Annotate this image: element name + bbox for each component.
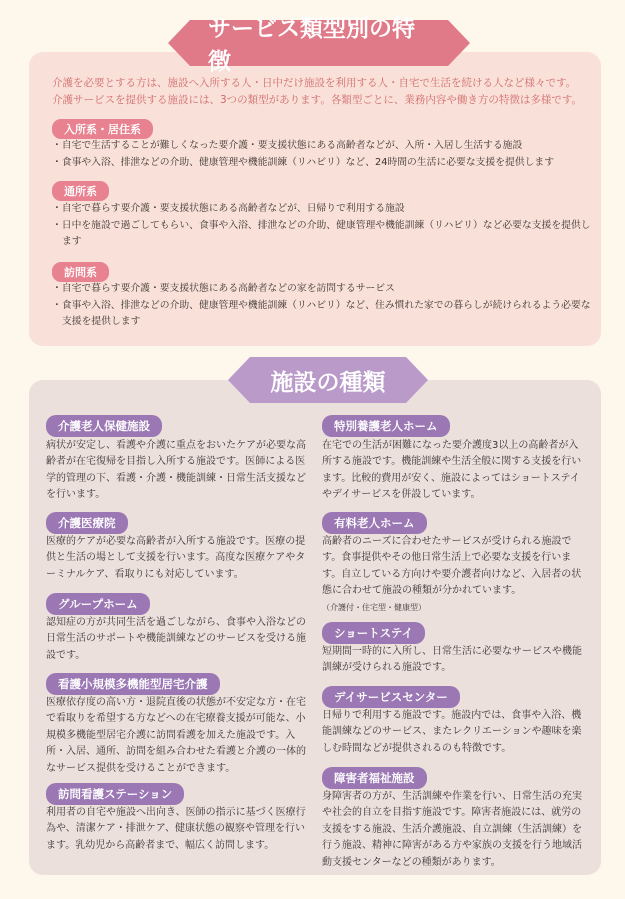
category-label-residential: 入所系・居住系 [52, 119, 153, 139]
intro-line: 介護サービスを提供する施設には、3つの類型があります。各類型ごとに、業務内容や働き方の特徴は多様です。 [52, 94, 582, 106]
facility-title: ショートステイ [322, 622, 425, 644]
facility-desc-text: 高齢者のニーズに合わせたサービスが受けられる施設です。食事提供やその他日常生活上で必要な支援を行います。自立している方向けや要介護者向けなど、入居者の状態に合わせて施設の種類が分かれています。 [322, 536, 582, 597]
facility-title: 看護小規模多機能型居宅介護 [46, 673, 220, 695]
facility-title: デイサービスセンター [322, 686, 460, 708]
intro-text [52, 75, 592, 109]
facility-title: 介護医療院 [46, 512, 128, 534]
facility-title: 特別養護老人ホーム [322, 415, 450, 437]
category-list-daycare [52, 201, 592, 251]
facility-desc: 病状が安定し、看護や介護に重点をおいたケアが必要な高齢者が在宅復帰を目指し入所する施設です。医師による医学的管理の下、看護・介護・機能訓練・日常生活支援などを行います。 [46, 440, 306, 501]
facility-desc: 短期間一時的に入所し、日常生活に必要なサービスや機能訓練が受けられる施設です。 [322, 646, 582, 674]
facility-desc: 在宅での生活が困難になった要介護度3以上の高齢者が入所する施設です。機能訓練や生活全般に関する支援を行います。比較的費用が安く、施設によってはショートステイやデイサービスを併設しています。 [322, 440, 582, 501]
service-types-heading-banner [168, 16, 470, 75]
facility-desc: 医療的ケアが必要な高齢者が入所する施設です。医療の提供と生活の場として支援を行います。高度な医療ケアやターミナルケア、看取りにも対応しています。 [46, 536, 306, 580]
category-list-visiting [52, 281, 592, 331]
intro-line: 介護を必要とする方は、施設へ入所する人・日中だけ施設を利用する人・自宅で生活を続ける人など様々です。 [52, 77, 577, 89]
facility-desc: 日帰りで利用する施設です。施設内では、食事や入浴、機能訓練などのサービス、またレクリエーションや趣味を楽しむ時間などが提供されるのも特徴です。 [322, 710, 582, 754]
facility-title: 訪問看護ステーション [46, 783, 184, 805]
facility-title: 障害者福祉施設 [322, 767, 427, 789]
list-item: ・食事や入浴、排泄などの介助、健康管理や機能訓練（リハビリ）など、24時間の生活に必要な支援を提供します [52, 156, 555, 168]
category-label-daycare: 通所系 [52, 181, 109, 201]
list-item: ・自宅で暮らす要介護・要支援状態にある高齢者などが、日帰りで利用する施設 [52, 203, 405, 214]
facility-types-heading: 施設の種類 [250, 357, 406, 403]
facility-desc: 認知症の方が共同生活を過ごしながら、食事や入浴などの日常生活のサポートや機能訓練などのサービスを受ける施設です。 [46, 617, 306, 661]
category-list-residential [52, 138, 592, 171]
facility-desc: 身障害者の方が、生活訓練や作業を行い、日常生活の充実や社会的自立を目指す施設です。障害者施設には、就労の支援をする施設、生活介護施設、自立訓練（生活訓練）を行う施設、精神に障害がある方や家族の支援を行う地域活動支援センターなどの種類があります。 [322, 791, 582, 868]
list-item: ・自宅で生活することが難しくなった要介護・要支援状態にある高齢者などが、入所・入居し生活する施設 [52, 140, 523, 151]
list-item: ・日中を施設で過ごしてもらい、食事や入浴、排泄などの介助、健康管理や機能訓練（リハビリ）など必要な支援を提供します [52, 219, 591, 247]
facility-desc [322, 534, 586, 616]
facility-title: グループホーム [46, 593, 150, 615]
category-label-visiting: 訪問系 [52, 262, 109, 282]
facility-desc: 利用者の自宅や施設へ出向き、医師の指示に基づく医療行為や、清潔ケア・排泄ケア、健康状態の観察や管理を行います。乳幼児から高齢者まで、幅広く訪問します。 [46, 807, 306, 851]
facility-desc: 医療依存度の高い方・退院直後の状態が不安定な方・在宅で看取りを希望する方などへの在宅療養支援が可能な、小規模多機能型居宅介護に訪問看護を加えた施設です。入所・入居、通所、訪問を組み合わせた看護と介護の一体的なサービス提供を受けることができます。 [46, 697, 306, 774]
facility-types-heading-banner [228, 357, 428, 403]
facility-title: 介護老人保健施設 [46, 415, 162, 437]
facility-title: 有料老人ホーム [322, 512, 427, 534]
facility-note: （介護付・住宅型・健康型） [322, 602, 426, 612]
list-item: ・自宅で暮らす要介護・要支援状態にある高齢者などの家を訪問するサービス [52, 283, 395, 294]
list-item: ・食事や入浴、排泄などの介助、健康管理や機能訓練（リハビリ）など、住み慣れた家での暮らしが続けられるよう必要な支援を提供します [52, 299, 591, 327]
service-types-heading: サービス類型別の特徴 [190, 20, 448, 66]
